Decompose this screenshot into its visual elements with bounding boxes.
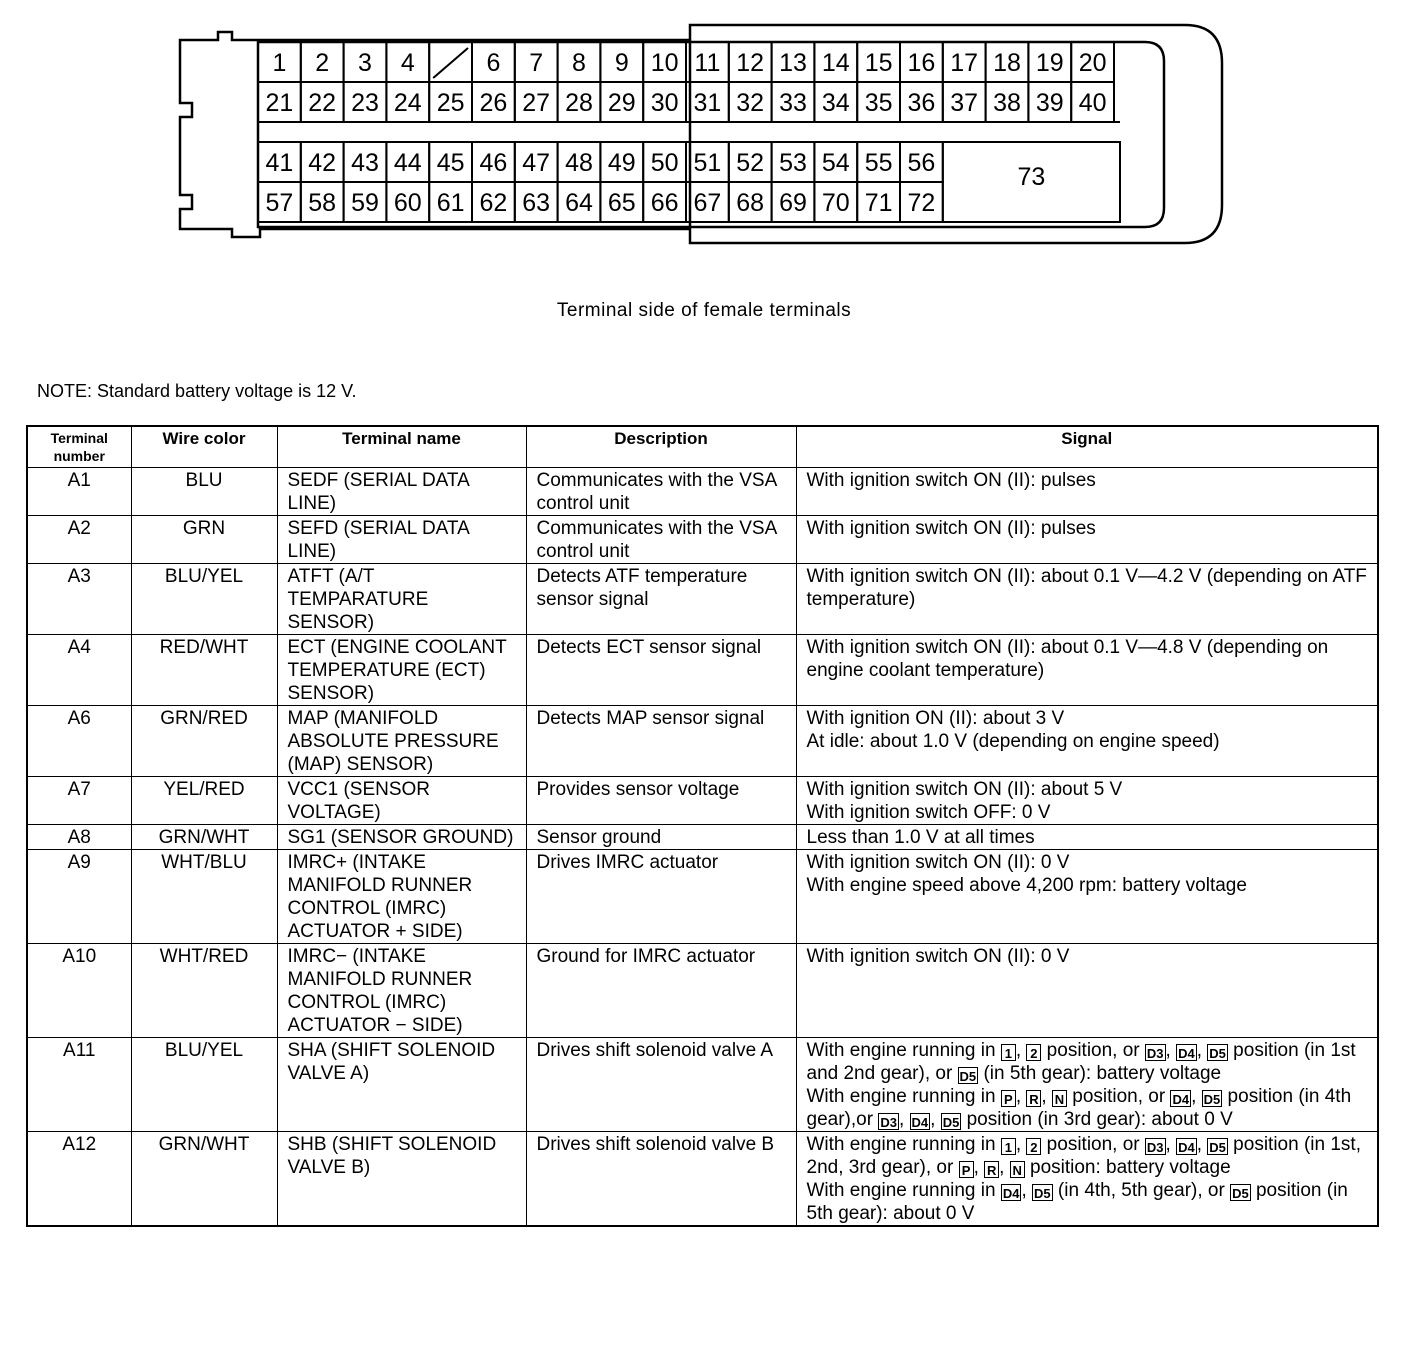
gear-position-icon: D4 xyxy=(1172,1092,1190,1107)
signal-line: With ignition ON (II): about 3 V xyxy=(806,708,1065,729)
signal-cell xyxy=(796,944,1378,1038)
table-row xyxy=(27,777,1378,825)
signal-line: At idle: about 1.0 V (depending on engine speed) xyxy=(806,731,1220,752)
terminal-number-label: 24 xyxy=(393,89,422,117)
signal-line: With ignition switch ON (II): about 5 V xyxy=(806,779,1123,800)
terminal-number-cell: A7 xyxy=(27,777,131,825)
terminal-number-label: 42 xyxy=(308,149,337,177)
terminal-number-label: 38 xyxy=(993,89,1021,117)
terminal-name-cell: ECT (ENGINE COOLANT TEMPERATURE (ECT) SENSOR) xyxy=(277,635,526,706)
table-row xyxy=(27,706,1378,777)
wire-color-cell: BLU/YEL xyxy=(131,1038,277,1132)
terminal-number-label: 17 xyxy=(950,49,979,77)
gear-position-icon: N xyxy=(1010,1161,1025,1178)
terminal-number-label: 34 xyxy=(821,89,850,117)
terminal-number-label: 65 xyxy=(607,189,636,217)
wire-color-cell: GRN xyxy=(131,516,277,564)
terminal-number-label: 7 xyxy=(529,49,544,77)
terminal-number-label: 37 xyxy=(950,89,979,117)
terminal-number-label: 12 xyxy=(736,49,765,77)
terminal-name-cell: SEDF (SERIAL DATA LINE) xyxy=(277,468,526,516)
terminal-number-label: 54 xyxy=(821,149,850,177)
signal-line: With engine running in 1 , 2 position, or D3 , D4 , D5 position (in 1st, 2nd, 3rd gear), or P , R , N position: battery voltage xyxy=(806,1134,1361,1178)
terminal-number-label: 51 xyxy=(693,149,722,177)
terminal-number-label: 40 xyxy=(1078,89,1107,117)
terminal-number-label: 72 xyxy=(907,189,936,217)
terminal-number-label: 25 xyxy=(436,89,465,117)
signal-line: With engine running in P , R , N position, or D4 , D5 position (in 4th gear),or D3 , D4 , D5 position (in 3rd gear): about 0 V xyxy=(806,1086,1352,1130)
table-body xyxy=(27,468,1378,1227)
terminal-table xyxy=(26,425,1379,1227)
terminal-number-label: 61 xyxy=(436,189,465,217)
terminal-number-label: 9 xyxy=(614,49,629,77)
terminal-name-cell: ATFT (A/T TEMPARATURE SENSOR) xyxy=(277,564,526,635)
terminal-number-label: 31 xyxy=(693,89,722,117)
terminal-number-label: 16 xyxy=(907,49,936,77)
terminal-number-label: 8 xyxy=(572,49,586,77)
terminal-number-label: 21 xyxy=(265,89,294,117)
gear-position-icon: D5 xyxy=(1209,1140,1226,1155)
terminal-number-label: 23 xyxy=(351,89,379,117)
terminal-number-cell: A4 xyxy=(27,635,131,706)
terminal-number-label: 20 xyxy=(1078,49,1107,77)
terminal-number-label: 6 xyxy=(486,49,501,77)
terminal-number-label: 70 xyxy=(821,189,850,217)
gear-position-icon: 1 xyxy=(1001,1138,1016,1155)
terminal-number-label: 67 xyxy=(693,189,722,217)
gear-position-icon: D4 xyxy=(1002,1186,1020,1201)
terminal-name-cell: SEFD (SERIAL DATA LINE) xyxy=(277,516,526,564)
terminal-number-cell: A2 xyxy=(27,516,131,564)
wire-color-cell: BLU/YEL xyxy=(131,564,277,635)
gear-position-icon: N xyxy=(1052,1090,1067,1107)
terminal-number-label: 71 xyxy=(864,189,893,217)
terminal-number-label: 41 xyxy=(265,149,294,177)
terminal-number-label: 43 xyxy=(351,149,379,177)
terminal-number-label: 73 xyxy=(1017,163,1046,191)
terminal-number-label: 30 xyxy=(650,89,679,117)
terminal-number-cell: A10 xyxy=(27,944,131,1038)
table-row xyxy=(27,516,1378,564)
terminal-number-label: 47 xyxy=(522,149,551,177)
terminal-number-label: 44 xyxy=(393,149,422,177)
terminal-number-label: 49 xyxy=(607,149,636,177)
table-row xyxy=(27,944,1378,1038)
voltage-note: NOTE: Standard battery voltage is 12 V. xyxy=(37,381,357,401)
gear-position-icon: D4 xyxy=(911,1115,929,1130)
table-row xyxy=(27,468,1378,516)
wire-color-cell: BLU xyxy=(131,468,277,516)
diagram-caption: Terminal side of female terminals xyxy=(556,300,852,321)
signal-cell xyxy=(796,1038,1378,1132)
unused-terminal-slash xyxy=(433,48,468,78)
terminal-number-label: 29 xyxy=(607,89,636,117)
signal-line: With ignition switch ON (II): pulses xyxy=(806,518,1096,539)
terminal-number-cell: A12 xyxy=(27,1132,131,1227)
terminal-number-label: 53 xyxy=(779,149,807,177)
gear-position-icon: D5 xyxy=(1209,1046,1226,1061)
gear-position-icon: D3 xyxy=(880,1115,897,1130)
table-row xyxy=(27,850,1378,944)
table-row xyxy=(27,564,1378,635)
signal-line: With ignition switch ON (II): 0 V xyxy=(806,946,1070,967)
description-cell: Ground for IMRC actuator xyxy=(526,944,796,1038)
terminal-number-label: 39 xyxy=(1035,89,1064,117)
terminal-number-label: 2 xyxy=(315,49,330,77)
terminal-name-cell: SHB (SHIFT SOLENOID VALVE B) xyxy=(277,1132,526,1227)
gear-position-icon: 2 xyxy=(1026,1138,1041,1155)
table-header-row xyxy=(27,426,1378,468)
description-cell: Provides sensor voltage xyxy=(526,777,796,825)
terminal-number-label: 60 xyxy=(393,189,422,217)
description-cell: Detects MAP sensor signal xyxy=(526,706,796,777)
wire-color-cell: RED/WHT xyxy=(131,635,277,706)
terminal-number-label: 59 xyxy=(351,189,379,217)
signal-line: With ignition switch ON (II): about 0.1 V—4.8 V (depending on engine coolant temperature) xyxy=(806,637,1329,681)
signal-cell xyxy=(796,706,1378,777)
signal-cell xyxy=(796,850,1378,944)
terminal-number-label: 63 xyxy=(522,189,551,217)
terminal-number-cell: A6 xyxy=(27,706,131,777)
terminal-number-label: 68 xyxy=(736,189,765,217)
gear-position-icon: D3 xyxy=(1146,1140,1164,1155)
gear-position-icon: D4 xyxy=(1178,1046,1195,1061)
gear-position-icon: D4 xyxy=(1178,1140,1195,1155)
wire-color-cell: WHT/BLU xyxy=(131,850,277,944)
signal-line: With engine running in D4 , D5 (in 4th, 5th gear), or D5 position (in 5th gear): about 0 V xyxy=(806,1180,1348,1224)
gear-position-icon: R xyxy=(984,1161,999,1178)
signal-line: With ignition switch OFF: 0 V xyxy=(806,802,1051,823)
terminal-name-cell: SG1 (SENSOR GROUND) xyxy=(277,825,526,850)
gear-position-icon: P xyxy=(959,1161,974,1178)
terminal-number-label: 55 xyxy=(864,149,893,177)
table-row xyxy=(27,825,1378,850)
terminal-number-label: 15 xyxy=(864,49,893,77)
terminal-name-cell: MAP (MANIFOLD ABSOLUTE PRESSURE (MAP) SENSOR) xyxy=(277,706,526,777)
terminal-number-label: 64 xyxy=(565,189,593,217)
description-cell: Detects ECT sensor signal xyxy=(526,635,796,706)
terminal-number-label: 32 xyxy=(736,89,765,117)
signal-cell xyxy=(796,564,1378,635)
header-terminal-name: Terminal name xyxy=(277,426,526,468)
wire-color-cell: GRN/RED xyxy=(131,706,277,777)
table-row xyxy=(27,635,1378,706)
gear-position-icon: D3 xyxy=(1146,1046,1164,1061)
terminal-number-label: 33 xyxy=(779,89,807,117)
terminal-number-label: 26 xyxy=(479,89,508,117)
terminal-number-label: 14 xyxy=(821,49,850,77)
terminal-number-label: 1 xyxy=(272,49,287,77)
description-cell: Drives shift solenoid valve A xyxy=(526,1038,796,1132)
header-description: Description xyxy=(526,426,796,468)
description-cell: Communicates with the VSA control unit xyxy=(526,516,796,564)
terminal-number-label: 50 xyxy=(650,149,679,177)
terminal-number-label: 52 xyxy=(736,149,765,177)
signal-cell xyxy=(796,825,1378,850)
gear-position-icon: R xyxy=(1026,1090,1041,1107)
terminal-number-cell: A3 xyxy=(27,564,131,635)
wire-color-cell: GRN/WHT xyxy=(131,1132,277,1227)
description-cell: Communicates with the VSA control unit xyxy=(526,468,796,516)
terminal-name-cell: IMRC− (INTAKE MANIFOLD RUNNER CONTROL (IMRC) ACTUATOR − SIDE) xyxy=(277,944,526,1038)
terminal-number-label: 19 xyxy=(1035,49,1064,77)
wire-color-cell: GRN/WHT xyxy=(131,825,277,850)
gear-position-icon: D5 xyxy=(959,1069,977,1084)
terminal-number-cell: A11 xyxy=(27,1038,131,1132)
signal-cell xyxy=(796,1132,1378,1227)
signal-cell xyxy=(796,635,1378,706)
terminal-number-label: 66 xyxy=(650,189,679,217)
signal-line: Less than 1.0 V at all times xyxy=(806,827,1035,848)
terminal-number-label: 56 xyxy=(907,149,936,177)
terminal-number-label: 35 xyxy=(864,89,893,117)
terminal-number-label: 57 xyxy=(265,189,294,217)
terminal-number-label: 28 xyxy=(565,89,593,117)
description-cell: Detects ATF temperature sensor signal xyxy=(526,564,796,635)
description-cell: Sensor ground xyxy=(526,825,796,850)
terminal-number-cell: A1 xyxy=(27,468,131,516)
gear-position-icon: D5 xyxy=(942,1115,960,1130)
terminal-number-label: 18 xyxy=(993,49,1021,77)
terminal-number-label: 62 xyxy=(479,189,508,217)
wire-color-cell: YEL/RED xyxy=(131,777,277,825)
gear-position-icon: 1 xyxy=(1001,1044,1016,1061)
terminal-number-label: 27 xyxy=(522,89,551,117)
terminal-number-label: 69 xyxy=(779,189,807,217)
table-row xyxy=(27,1132,1378,1227)
terminal-number-label: 36 xyxy=(907,89,936,117)
connector-diagram xyxy=(170,15,1230,245)
signal-line: With ignition switch ON (II): 0 V xyxy=(806,852,1070,873)
terminal-number-label: 46 xyxy=(479,149,508,177)
description-cell: Drives IMRC actuator xyxy=(526,850,796,944)
terminal-number-label: 58 xyxy=(308,189,337,217)
gear-position-icon: D5 xyxy=(1232,1186,1249,1201)
terminal-number-cell: A9 xyxy=(27,850,131,944)
terminal-name-cell: IMRC+ (INTAKE MANIFOLD RUNNER CONTROL (IMRC) ACTUATOR + SIDE) xyxy=(277,850,526,944)
table-row xyxy=(27,1038,1378,1132)
gear-position-icon: D5 xyxy=(1203,1092,1221,1107)
signal-line: With ignition switch ON (II): about 0.1 V—4.2 V (depending on ATF temperature) xyxy=(806,566,1367,610)
signal-cell xyxy=(796,468,1378,516)
terminal-number-label: 13 xyxy=(779,49,807,77)
terminal-name-cell: VCC1 (SENSOR VOLTAGE) xyxy=(277,777,526,825)
header-terminal-number: Terminal number xyxy=(27,426,131,468)
terminal-number-label: 11 xyxy=(694,49,721,77)
terminal-number-label: 3 xyxy=(358,49,372,77)
terminal-number-label: 10 xyxy=(650,49,679,77)
signal-line: With engine running in 1 , 2 position, or D3 , D4 , D5 position (in 1st and 2nd gear), or D5 (in 5th gear): battery voltage xyxy=(806,1040,1356,1084)
gear-position-icon: D5 xyxy=(1034,1186,1051,1201)
terminal-number-label: 48 xyxy=(565,149,593,177)
terminal-number-label: 4 xyxy=(400,49,415,77)
terminal-number-label: 45 xyxy=(436,149,465,177)
signal-cell xyxy=(796,777,1378,825)
terminal-name-cell: SHA (SHIFT SOLENOID VALVE A) xyxy=(277,1038,526,1132)
signal-line: With ignition switch ON (II): pulses xyxy=(806,470,1096,491)
header-signal: Signal xyxy=(796,426,1378,468)
terminal-number-cell: A8 xyxy=(27,825,131,850)
header-wire-color: Wire color xyxy=(131,426,277,468)
wire-color-cell: WHT/RED xyxy=(131,944,277,1038)
description-cell: Drives shift solenoid valve B xyxy=(526,1132,796,1227)
gear-position-icon: P xyxy=(1001,1090,1016,1107)
signal-line: With engine speed above 4,200 rpm: battery voltage xyxy=(806,875,1247,896)
signal-cell xyxy=(796,516,1378,564)
terminal-number-label: 22 xyxy=(308,89,337,117)
gear-position-icon: 2 xyxy=(1026,1044,1041,1061)
